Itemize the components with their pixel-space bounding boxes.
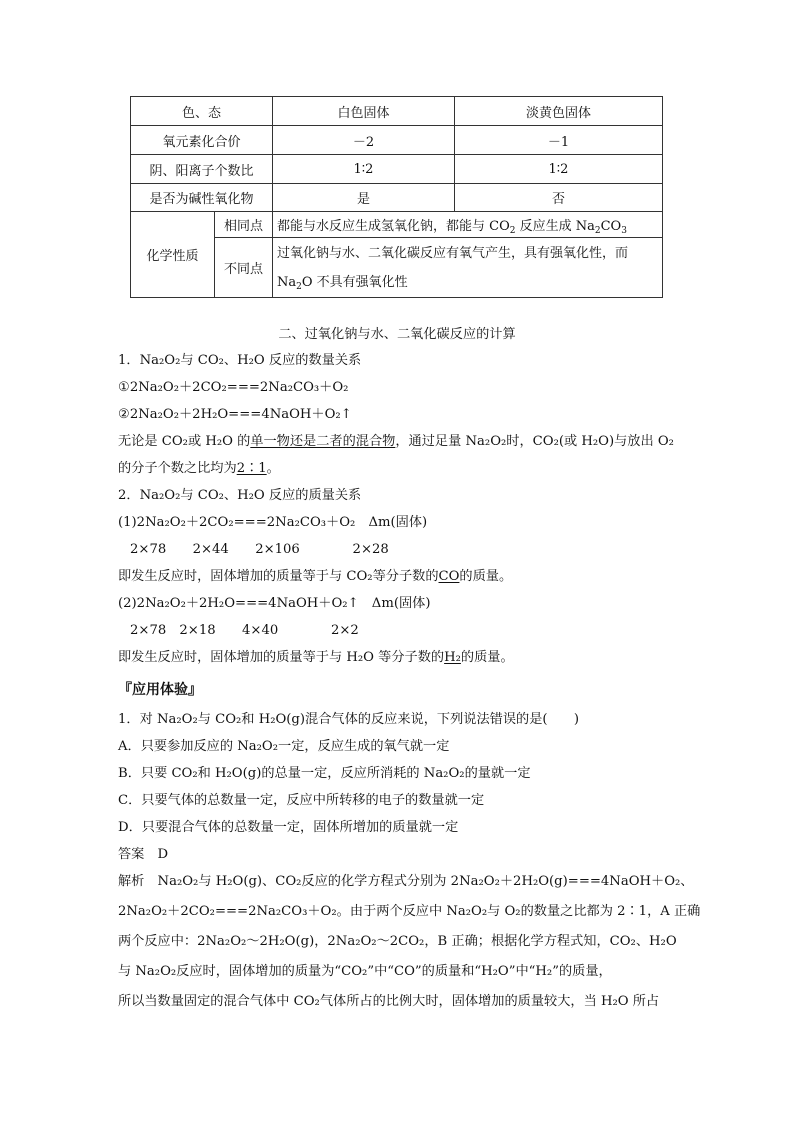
diff-text-2b: O 不具有强氧化性 [301, 274, 408, 290]
option-c: C．只要气体的总数量一定，反应中所转移的电子的数量就一定 [118, 793, 485, 808]
table-cell: 色、态 [131, 97, 273, 126]
para1-underline-2: 2∶1 [236, 461, 267, 476]
paragraph-1-line-1 [118, 433, 674, 451]
equation-4: (2)2Na₂O₂＋2H₂O===4NaOH＋O₂↑ Δm(固体) [118, 596, 431, 611]
equation-4-values: 2×78 2×18 4×40 2×2 [130, 623, 359, 638]
equation-2: ②2Na₂O₂＋2H₂O===4NaOH＋O₂↑ [118, 407, 352, 422]
table-cell: －2 [273, 126, 455, 155]
answer: 答案 D [118, 847, 169, 862]
same-text-a: 都能与水反应生成氢氧化钠，都能与 CO [277, 219, 510, 234]
para3-text-a: 即发生反应时，固体增加的质量等于与 H₂O 等分子数的 [118, 650, 445, 665]
table-cell: 否 [455, 184, 663, 212]
paragraph-2 [118, 568, 512, 586]
analysis-line-1: 解析 Na₂O₂与 H₂O(g)、CO₂反应的化学方程式分别为 2Na₂O₂＋2H₂O(g)===4NaOH＋O₂、 [118, 874, 694, 889]
item2-title: 2．Na₂O₂与 CO₂、H₂O 反应的质量关系 [118, 488, 362, 503]
paragraph-1-line-2 [118, 460, 280, 478]
para1-text-a: 无论是 CO₂或 H₂O 的 [118, 434, 251, 449]
table-cell: 淡黄色固体 [455, 97, 663, 126]
equation-3-values: 2×78 2×44 2×106 2×28 [130, 542, 389, 557]
table-row [131, 184, 663, 212]
table-cell: 1∶2 [273, 155, 455, 184]
table-cell: 1∶2 [455, 155, 663, 184]
same-point-label: 相同点 [215, 212, 273, 238]
section-title: 二、过氧化钠与水、二氧化碳反应的计算 [278, 327, 516, 342]
analysis-line-3: 两个反应中：2Na₂O₂～2H₂O(g)，2Na₂O₂～2CO₂，B 正确；根据化学方程式知，CO₂、H₂O [118, 934, 677, 949]
table-row [131, 97, 663, 126]
equation-1: ①2Na₂O₂＋2CO₂===2Na₂CO₃＋O₂ [118, 380, 349, 395]
diff-point-label: 不同点 [215, 238, 273, 298]
para3-text-b: 的质量。 [460, 650, 514, 665]
table-cell: 氧元素化合价 [131, 126, 273, 155]
para1-text-b: ，通过足量 Na₂O₂时，CO₂(或 H₂O)与放出 O₂ [395, 434, 674, 449]
table-cell: 是否为碱性氧化物 [131, 184, 273, 212]
chem-property-label: 化学性质 [131, 212, 215, 298]
table-cell: －1 [455, 126, 663, 155]
para3-underline: H₂ [444, 650, 461, 665]
question-1: 1．对 Na₂O₂与 CO₂和 H₂O(g)混合气体的反应来说，下列说法错误的是( ) [118, 712, 580, 727]
para2-text-a: 即发生反应时，固体增加的质量等于与 CO₂等分子数的 [118, 569, 439, 584]
table-row [131, 212, 663, 238]
table-row [131, 155, 663, 184]
analysis-line-4: 与 Na₂O₂反应时，固体增加的质量为“CO₂”中“CO”的质量和“H₂O”中“H₂”的质量， [118, 964, 612, 979]
para1-text-c: 的分子个数之比均为 [118, 461, 237, 476]
option-b: B．只要 CO₂和 H₂O(g)的总量一定，反应所消耗的 Na₂O₂的量就一定 [118, 766, 531, 781]
table-cell: 是 [273, 184, 455, 212]
para2-underline: CO [438, 569, 460, 584]
comparison-table [130, 96, 663, 298]
apply-heading: 『应用体验』 [118, 682, 202, 698]
table-row [131, 126, 663, 155]
item1-title: 1．Na₂O₂与 CO₂、H₂O 反应的数量关系 [118, 353, 362, 368]
equation-3: (1)2Na₂O₂＋2CO₂===2Na₂CO₃＋O₂ Δm(固体) [118, 515, 428, 530]
option-a: A．只要参加反应的 Na₂O₂一定，反应生成的氧气就一定 [118, 739, 450, 754]
analysis-line-5: 所以当数量固定的混合气体中 CO₂气体所占的比例大时，固体增加的质量较大，当 H₂O 所占 [118, 994, 660, 1009]
analysis-line-2: 2Na₂O₂＋2CO₂===2Na₂CO₃＋O₂。由于两个反应中 Na₂O₂与 O₂的数量之比都为 2∶1，A 正确 [118, 904, 701, 919]
para1-text-d: 。 [266, 461, 280, 476]
paragraph-3 [118, 649, 514, 667]
diff-point-text: 过氧化钠与水、二氧化碳反应有氧气产生，具有强氧化性，而 $Na_2O$ 不具有强氧化性 [273, 238, 663, 298]
option-d: D．只要混合气体的总数量一定，固体所增加的质量就一定 [118, 820, 459, 835]
same-text-c: CO [600, 219, 622, 234]
table-cell: 白色固体 [273, 97, 455, 126]
para1-underline-1: 单一物还是二者的混合物 [250, 434, 396, 449]
table-cell: 阴、阳离子个数比 [131, 155, 273, 184]
diff-text-1: 过氧化钠与水、二氧化碳反应有氧气产生，具有强氧化性，而 [277, 245, 629, 261]
diff-text-2a: Na [277, 274, 297, 290]
para2-text-b: 的质量。 [459, 569, 513, 584]
same-point-text: 都能与水反应生成氢氧化钠，都能与 $CO_2$ 反应生成 $Na_2CO_3$ [273, 212, 663, 238]
same-text-b: 反应生成 Na [515, 219, 595, 234]
